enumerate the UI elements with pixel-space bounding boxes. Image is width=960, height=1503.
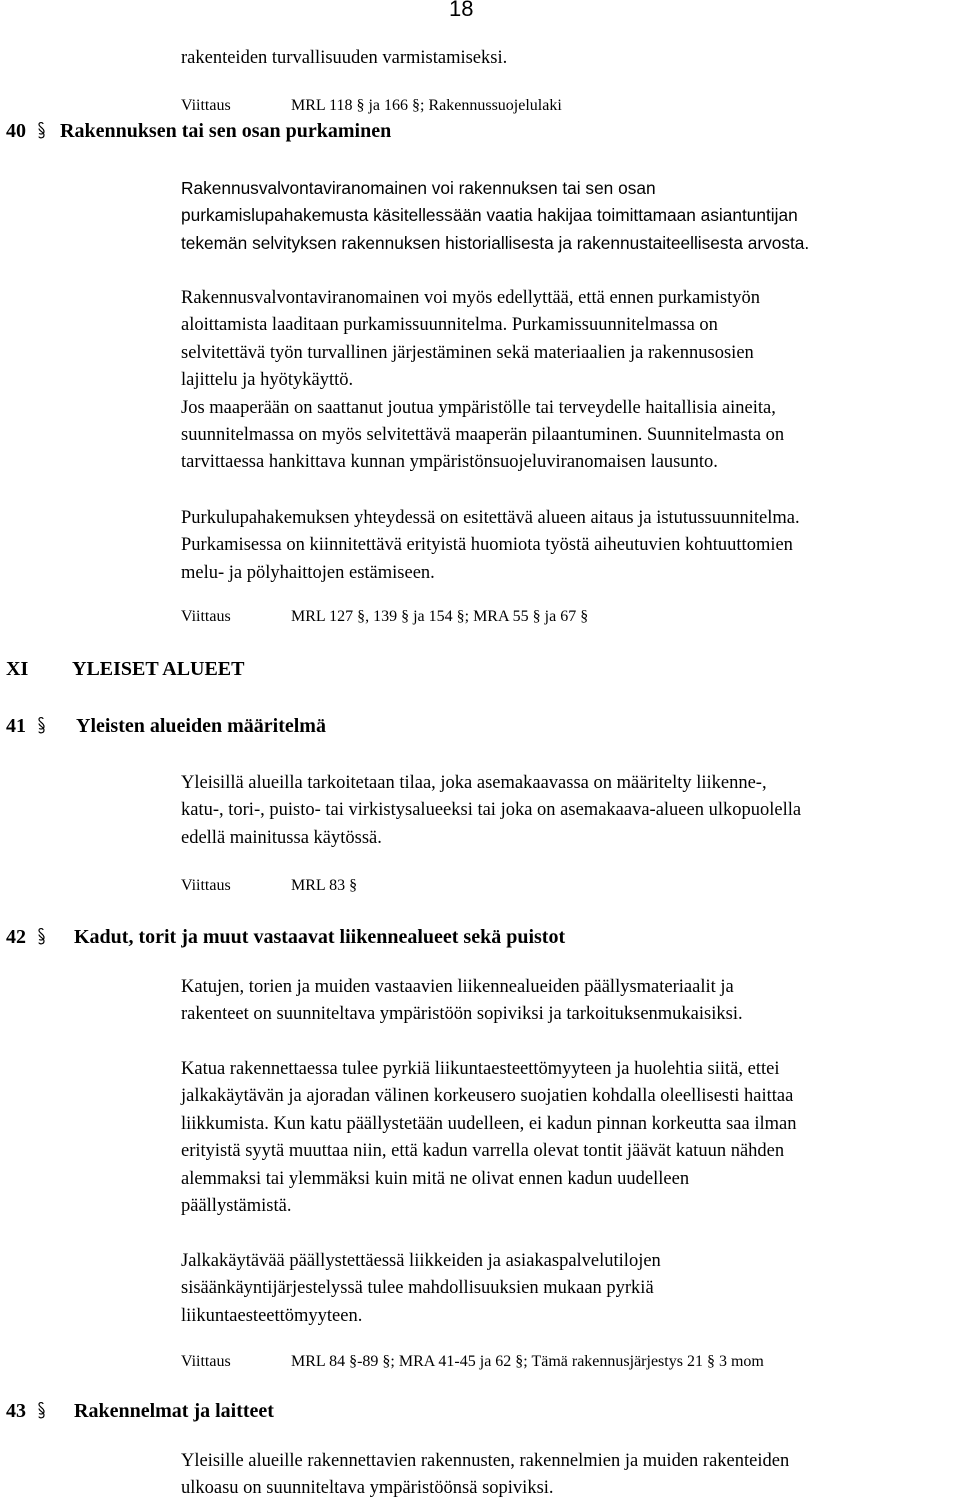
paragraph-line: Jos maaperään on saattanut joutua ympäristölle tai terveydelle haitallisia aineita, xyxy=(181,397,776,418)
paragraph-line: jalkakäytävän ja ajoradan välinen korkeusero suojatien kohdalla oleellisesti haittaa xyxy=(181,1086,794,1107)
paragraph-line: melu- ja pölyhaittojen estämiseen. xyxy=(181,562,435,583)
paragraph-line: erityistä syytä muuttaa niin, että kadun varrella olevat tontit jäävät katuun nähden xyxy=(181,1141,785,1162)
chapter-title: YLEISET ALUEET xyxy=(72,658,245,680)
paragraph-line: Purkamisessa on kiinnitettävä erityistä huomiota työstä aiheutuvien kohtuuttomien xyxy=(181,535,793,556)
paragraph-line: purkamislupahakemusta käsitellessään vaatia hakijaa toimittamaan asiantuntijan xyxy=(181,205,798,226)
section-number: 41 xyxy=(6,715,26,737)
paragraph-line: lajittelu ja hyötykäyttö. xyxy=(181,370,354,391)
chapter-number: XI xyxy=(6,658,29,680)
paragraph-line: Rakennusvalvontaviranomainen voi myös edellyttää, että ennen purkamistyön xyxy=(181,288,761,308)
paragraph-line: suunnitelmassa on myös selvitettävä maaperän pilaantuminen. Suunnitelmasta on xyxy=(181,425,785,446)
paragraph xyxy=(181,1248,661,1330)
lead-text: rakenteiden turvallisuuden varmistamiseksi. xyxy=(181,48,508,68)
paragraph xyxy=(181,285,784,477)
paragraph-line: tarvittaessa hankittava kunnan ympäristönsuojeluviranomaisen lausunto. xyxy=(181,452,718,473)
reference-line xyxy=(181,97,562,115)
section-heading-40 xyxy=(6,120,391,143)
reference-text: MRL 84 §-89 §; MRA 41-45 ja 62 §; Tämä rakennusjärjestys 21 § 3 mom xyxy=(291,1353,764,1370)
paragraph xyxy=(181,974,743,1029)
paragraph-line: Katua rakennettaessa tulee pyrkiä liikuntaesteettömyyteen ja huolehtia siitä, ettei xyxy=(181,1059,780,1079)
reference-text: MRL 118 § ja 166 §; Rakennussuojelulaki xyxy=(291,97,562,114)
paragraph-line: Katujen, torien ja muiden vastaavien liikennealueiden päällysmateriaalit ja xyxy=(181,977,734,997)
section-number: 40 xyxy=(6,120,26,142)
paragraph-line: edellä mainitussa käytössä. xyxy=(181,827,382,848)
section-sign-icon xyxy=(36,716,46,736)
paragraph-line: Jalkakäytävää päällystettäessä liikkeiden ja asiakaspalvelutilojen xyxy=(181,1251,661,1271)
paragraph xyxy=(181,1056,796,1220)
paragraph xyxy=(181,505,800,587)
reference-label: Viittaus xyxy=(181,877,231,894)
paragraph-line: ulkoasu on suunniteltava ympäristöönsä sopiviksi. xyxy=(181,1478,554,1499)
paragraph-line: Purkulupahakemuksen yhteydessä on esitettävä alueen aitaus ja istutussuunnitelma. xyxy=(181,508,800,528)
paragraph xyxy=(181,770,801,852)
paragraph xyxy=(181,1448,789,1503)
paragraph-line: liikuntaesteettömyyteen. xyxy=(181,1305,363,1326)
reference-text: MRL 127 §, 139 § ja 154 §; MRA 55 § ja 67 § xyxy=(291,608,589,625)
paragraph-line: rakenteet on suunniteltava ympäristöön sopiviksi ja tarkoituksenmukaisiksi. xyxy=(181,1004,743,1025)
reference-line xyxy=(181,1353,764,1371)
paragraph-line: Yleisillä alueilla tarkoitetaan tilaa, joka asemakaavassa on määritelty liikenne-, xyxy=(181,773,767,793)
paragraph-line: alemmaksi tai ylemmäksi kuin mitä ne olivat ennen kadun uudelleen xyxy=(181,1168,690,1189)
section-number: 43 xyxy=(6,1400,26,1422)
paragraph-line: sisäänkäyntijärjestelyssä tulee mahdollisuuksien mukaan pyrkiä xyxy=(181,1278,654,1299)
reference-label: Viittaus xyxy=(181,97,231,114)
paragraph-line: Rakennusvalvontaviranomainen voi rakennuksen tai sen osan xyxy=(181,178,656,198)
paragraph-line: katu-, tori-, puisto- tai virkistysalueeksi tai joka on asemakaava-alueen ulkopuolella xyxy=(181,800,802,821)
reference-label: Viittaus xyxy=(181,1353,231,1370)
paragraph-line: selvitettävä työn turvallinen järjestäminen sekä materiaalien ja rakennusosien xyxy=(181,342,754,363)
reference-line xyxy=(181,608,588,626)
section-title: Yleisten alueiden määritelmä xyxy=(76,715,326,737)
section-sign-icon xyxy=(36,927,46,947)
paragraph-line: tekemän selvityksen rakennuksen historiallisesta ja rakennustaiteellisesta arvosta. xyxy=(181,232,810,253)
section-heading-41 xyxy=(6,715,326,738)
section-title: Kadut, torit ja muut vastaavat liikennealueet sekä puistot xyxy=(74,926,566,948)
paragraph xyxy=(181,175,809,257)
section-title: Rakennuksen tai sen osan purkaminen xyxy=(60,120,392,142)
reference-label: Viittaus xyxy=(181,608,231,625)
section-sign-icon xyxy=(36,121,46,141)
section-number: 42 xyxy=(6,926,26,948)
section-title: Rakennelmat ja laitteet xyxy=(74,1400,274,1422)
section-heading-42 xyxy=(6,926,565,949)
section-sign-icon xyxy=(36,1401,46,1421)
chapter-heading xyxy=(6,658,245,681)
page-number: 18 xyxy=(449,0,474,21)
paragraph-line: Yleisille alueille rakennettavien rakennusten, rakennelmien ja muiden rakenteiden xyxy=(181,1451,790,1471)
section-heading-43 xyxy=(6,1400,274,1423)
paragraph-line: päällystämistä. xyxy=(181,1196,292,1217)
paragraph-line: aloittamista laaditaan purkamissuunnitelma. Purkamissuunnitelmassa on xyxy=(181,315,718,336)
reference-text: MRL 83 § xyxy=(291,877,358,894)
paragraph-line: liikkumista. Kun katu päällystetään uudelleen, ei kadun pinnan korkeutta saa ilman xyxy=(181,1113,797,1134)
reference-line xyxy=(181,877,357,895)
